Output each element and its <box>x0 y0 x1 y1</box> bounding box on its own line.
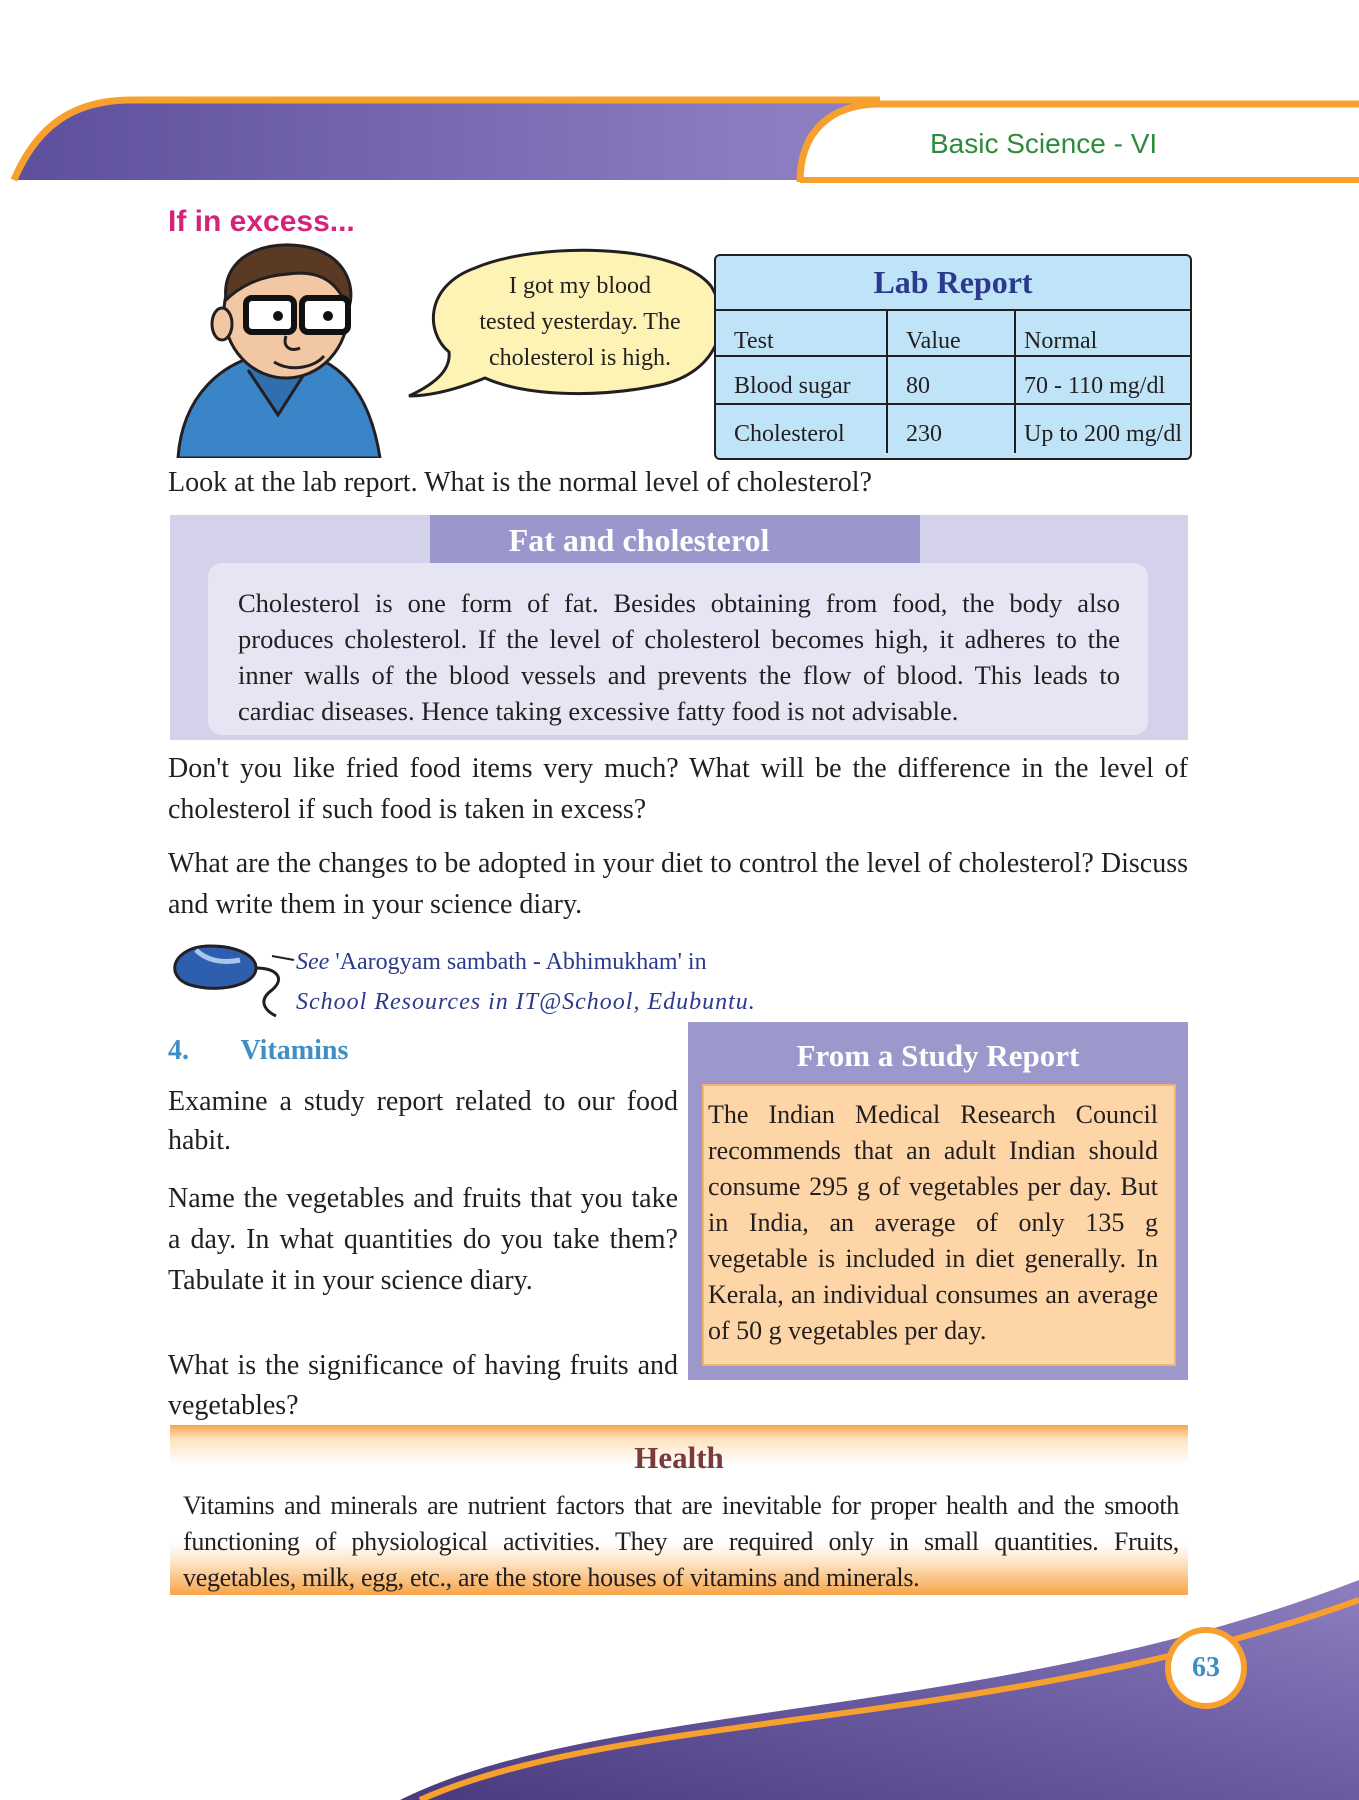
speech-line: tested yesterday. The <box>479 309 681 335</box>
speech-line: I got my blood <box>509 273 651 299</box>
vitamins-heading <box>168 1035 348 1067</box>
bottom-swoosh <box>0 1560 1359 1800</box>
column-header-normal: Normal <box>1014 311 1190 359</box>
speech-bubble-text <box>455 268 705 376</box>
study-report-text: The Indian Medical Research Council recommends that an adult Indian should consume 295 g of vegetables per day. But in India, an average of only 135 g vegetable is included in diet generally. In Kerala, an individual consumes an average of 50 g vegetables per day. <box>708 1100 1158 1345</box>
speech-line: cholesterol is high. <box>489 345 671 371</box>
vitamins-paragraph-3: What is the significance of having fruits and vegetables? <box>168 1350 678 1421</box>
fat-box-text: Cholesterol is one form of fat. Besides obtaining from food, the body also produces cholesterol. If the level of cholesterol becomes high, it adheres to the inner walls of the blood vessels and prevents the flow of blood. This leads to cardiac diseases. Hence taking excessive fatty food is not advisable. <box>238 588 1120 726</box>
cell-value: 230 <box>886 405 1014 453</box>
vitamins-paragraph-1: Examine a study report related to our food habit. <box>168 1086 678 1156</box>
see-label: See <box>296 949 330 975</box>
cell-normal: Up to 200 mg/dl <box>1014 405 1190 453</box>
it-note-location: School Resources in IT@School, Edubuntu. <box>296 989 756 1015</box>
it-note-line-2 <box>296 982 756 1022</box>
question-diet-changes: What are the changes to be adopted in your diet to control the level of cholesterol? Discuss and write them in your science diary. <box>168 848 1188 920</box>
table-row <box>716 355 1190 405</box>
it-note-resource: 'Aarogyam sambath - Abhimukham' in <box>329 949 707 975</box>
cell-test: Cholesterol <box>734 421 845 447</box>
lab-report-table <box>714 254 1192 460</box>
section-number: 4. <box>168 1035 189 1066</box>
section-heading: Vitamins <box>240 1035 349 1066</box>
cell-test: Blood sugar <box>734 373 851 399</box>
vitamins-paragraph-2: Name the vegetables and fruits that you take a day. In what quantities do you take them? Tabulate it in your science diary. <box>168 1183 678 1296</box>
study-report-title: From a Study Report <box>796 1038 1080 1073</box>
question-normal-cholesterol: Look at the lab report. What is the normal level of cholesterol? <box>168 467 872 498</box>
cartoon-man-illustration <box>168 240 408 458</box>
fat-box-title: Fat and cholesterol <box>508 522 770 558</box>
column-header-value: Value <box>886 311 1014 359</box>
top-banner <box>0 0 1359 200</box>
header-title: Basic Science - VI <box>930 128 1158 159</box>
lab-report-title: Lab Report <box>873 264 1033 300</box>
it-school-note <box>296 942 756 1022</box>
computer-mouse-icon <box>166 938 296 1020</box>
table-row <box>716 403 1190 453</box>
cell-normal: 70 - 110 mg/dl <box>1014 357 1190 405</box>
health-title: Health <box>634 1440 724 1475</box>
column-header-test: Test <box>734 328 774 354</box>
page-number: 63 <box>1192 1652 1220 1683</box>
section-title: If in excess... <box>168 205 355 238</box>
question-fried-food: Don't you like fried food items very much? What will be the difference in the level of cholesterol if such food is taken in excess? <box>168 753 1188 825</box>
health-text: Vitamins and minerals are nutrient factors that are inevitable for proper health and the smooth functioning of physiological activities. They are required only in small quantities. Fruits, vegetables, milk, egg, etc., are the store houses of vitamins and minerals. <box>183 1491 1179 1592</box>
it-note-line-1 <box>296 942 756 982</box>
table-header-row <box>716 309 1190 359</box>
cell-value: 80 <box>886 357 1014 405</box>
